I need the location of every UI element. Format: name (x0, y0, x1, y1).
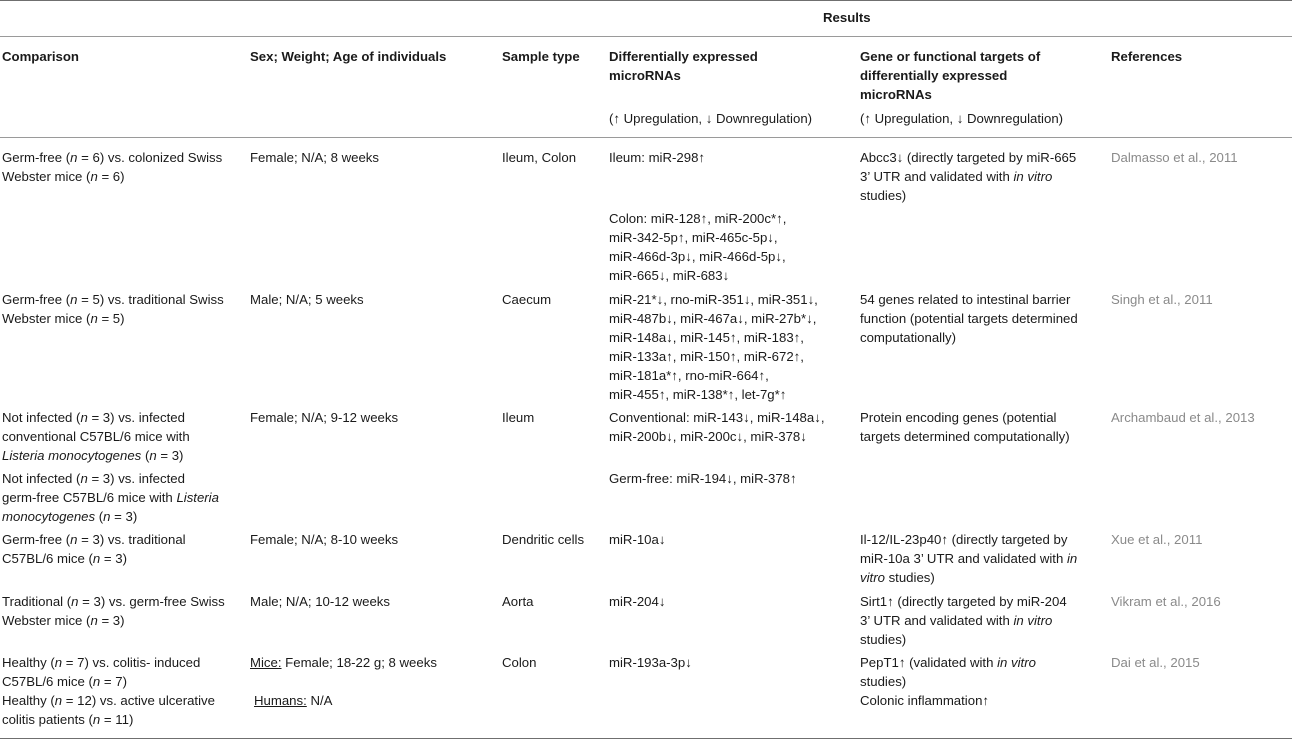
col-header-dem-line1: Differentially expressed (609, 49, 758, 64)
row3-comparison-conventional: Not infected (n = 3) vs. infected conventional C57BL/6 mice with Listeria monocytogenes (n = 3) (2, 410, 190, 463)
row3-mirna-germfree: Germ-free: miR-194↓, miR-378↑ (609, 471, 797, 486)
row6-sex-humans: Humans: N/A (254, 693, 333, 708)
row2-reference-link[interactable]: Singh et al., 2011 (1111, 292, 1213, 307)
row4-comparison: Germ-free (n = 3) vs. traditional C57BL/6 mice (n = 3) (2, 532, 186, 566)
col-header-comparison: Comparison (2, 49, 79, 64)
col-header-dem-sub: (↑ Upregulation, ↓ Downregulation) (609, 111, 813, 126)
col-header-references: References (1111, 49, 1183, 64)
col-header-dem (609, 47, 758, 85)
col-header-dem-line2: microRNAs (609, 68, 681, 83)
row1-mirna-ileum: Ileum: miR-298↑ (609, 150, 706, 165)
row2-sex: Male; N/A; 5 weeks (250, 292, 364, 307)
row6-mirna: miR-193a-3p↓ (609, 655, 692, 670)
results-header: Results (823, 10, 871, 25)
row5-sample: Aorta (502, 594, 534, 609)
row6-targets: PepT1↑ (validated with in vitro studies) Colonic inflammation↑ (860, 655, 1036, 708)
row2-targets: 54 genes related to intestinal barrier function (potential targets determined computationally) (860, 292, 1078, 345)
row5-comparison: Traditional (n = 3) vs. germ-free Swiss Webster mice (n = 3) (2, 594, 225, 628)
results-rule (0, 36, 1292, 37)
row4-sex: Female; N/A; 8-10 weeks (250, 532, 399, 547)
row5-sex: Male; N/A; 10-12 weeks (250, 594, 390, 609)
row1-reference-link[interactable]: Dalmasso et al., 2011 (1111, 150, 1238, 165)
col-header-targets (860, 47, 1040, 104)
row1-mirna-colon: Colon: miR-128↑, miR-200c*↑, miR-342-5p↑, miR-465c-5p↓, miR-466d-3p↓, miR-466d-5p↓, miR-665↓, miR-683↓ (609, 211, 787, 283)
row6-sex-mice: Mice: Female; 18-22 g; 8 weeks (250, 655, 437, 670)
col-header-targets-line3: microRNAs (860, 87, 932, 102)
col-header-targets-line1: Gene or functional targets of (860, 49, 1041, 64)
row3-mirna-conventional: Conventional: miR-143↓, miR-148a↓, miR-200b↓, miR-200c↓, miR-378↓ (609, 410, 825, 444)
row2-comparison: Germ-free (n = 5) vs. traditional Swiss Webster mice (n = 5) (2, 292, 224, 326)
col-header-sample-type: Sample type (502, 49, 580, 64)
row1-sex: Female; N/A; 8 weeks (250, 150, 379, 165)
row2-sample: Caecum (502, 292, 552, 307)
row2-mirna: miR-21*↓, rno-miR-351↓, miR-351↓, miR-487b↓, miR-467a↓, miR-27b*↓, miR-148a↓, miR-145↑, miR-183↑, miR-133a↑, miR-150↑, miR-672↑, miR-181a*↑, rno-miR-664↑, miR-455↑, miR-138*↑, let-7g*↑ (609, 292, 818, 402)
row3-sample: Ileum (502, 410, 535, 425)
header-bottom-rule (0, 137, 1292, 138)
row1-comparison: Germ-free (n = 6) vs. colonized Swiss Webster mice (n = 6) (2, 150, 223, 184)
row5-targets: Sirt1↑ (directly targeted by miR-204 3’ UTR and validated with in vitro studies) (860, 594, 1067, 647)
row3-comparison-germfree: Not infected (n = 3) vs. infected germ-free C57BL/6 mice with Listeria monocytogenes (n = 3) (2, 471, 219, 524)
row4-targets: Il-12/IL-23p40↑ (directly targeted by miR-10a 3’ UTR and validated with in vitro studies) (860, 532, 1078, 585)
table-top-rule (0, 0, 1292, 1)
row4-sample: Dendritic cells (502, 532, 585, 547)
row3-targets: Protein encoding genes (potential targets determined computationally) (860, 410, 1070, 444)
row5-mirna: miR-204↓ (609, 594, 666, 609)
col-header-sex-weight-age: Sex; Weight; Age of individuals (250, 49, 447, 64)
row4-reference-link[interactable]: Xue et al., 2011 (1111, 532, 1203, 547)
col-header-targets-line2: differentially expressed (860, 68, 1008, 83)
row3-reference-link[interactable]: Archambaud et al., 2013 (1111, 410, 1255, 425)
col-header-targets-sub: (↑ Upregulation, ↓ Downregulation) (860, 111, 1064, 126)
row1-targets: Abcc3↓ (directly targeted by miR-665 3’ UTR and validated with in vitro studies) (860, 150, 1077, 203)
row6-reference-link[interactable]: Dai et al., 2015 (1111, 655, 1200, 670)
row6-sample: Colon (502, 655, 537, 670)
row4-mirna: miR-10a↓ (609, 532, 666, 547)
row3-sex: Female; N/A; 9-12 weeks (250, 410, 399, 425)
row1-sample: Ileum, Colon (502, 150, 577, 165)
row6-comparison: Healthy (n = 7) vs. colitis- induced C57BL/6 mice (n = 7) Healthy (n = 12) vs. active ulcerative colitis patients (n = 11) (2, 655, 215, 727)
row5-reference-link[interactable]: Vikram et al., 2016 (1111, 594, 1221, 609)
